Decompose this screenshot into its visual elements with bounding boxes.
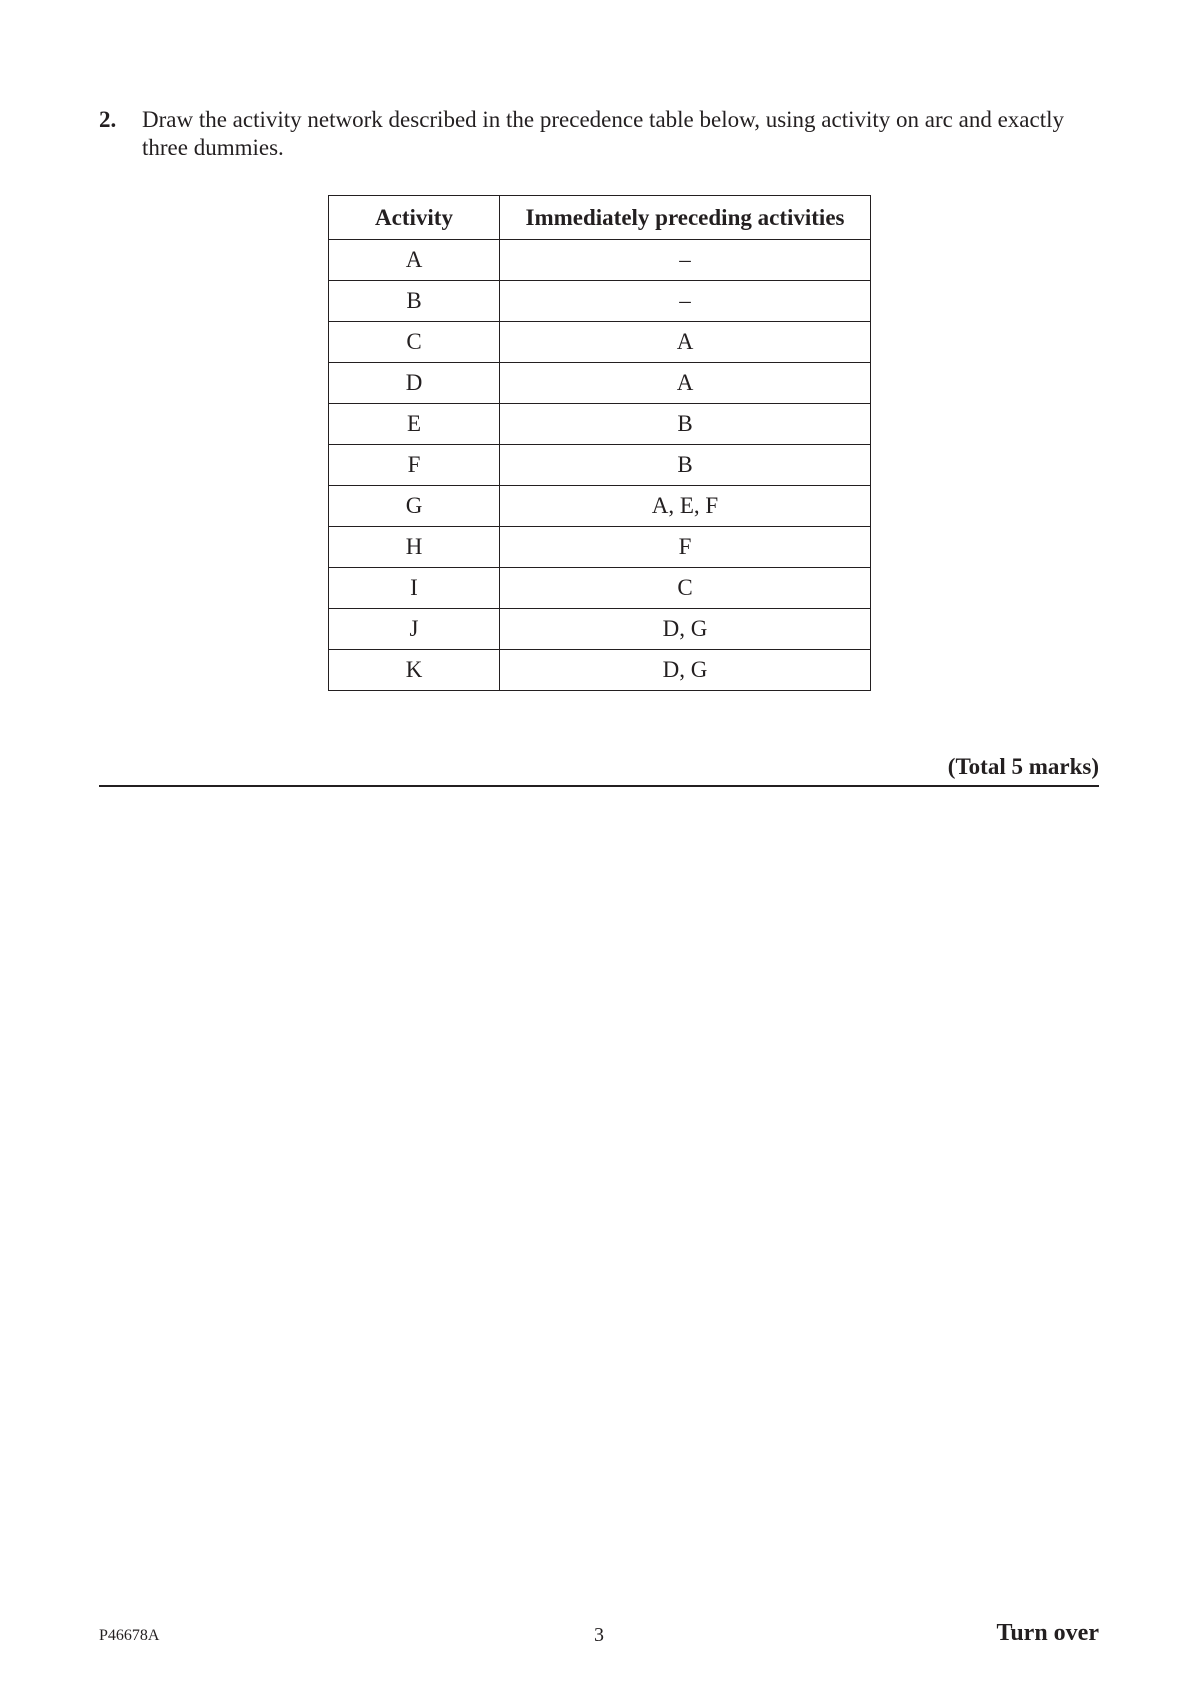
- activity-cell: J: [329, 609, 500, 650]
- table-row: [329, 363, 871, 404]
- page-number: 3: [594, 1624, 604, 1646]
- table-row: [329, 650, 871, 691]
- table-row: [329, 486, 871, 527]
- table-row: [329, 568, 871, 609]
- activity-cell: C: [329, 322, 500, 363]
- activity-cell: I: [329, 568, 500, 609]
- paper-code: P46678A: [99, 1627, 160, 1644]
- activity-cell: G: [329, 486, 500, 527]
- preceding-cell: B: [500, 404, 871, 445]
- table-row: [329, 609, 871, 650]
- precedence-table: [328, 195, 871, 691]
- table-header-row: [329, 196, 871, 240]
- activity-cell: A: [329, 240, 500, 281]
- header-preceding: Immediately preceding activities: [500, 196, 871, 240]
- table-row: [329, 527, 871, 568]
- question-number: 2.: [99, 107, 117, 132]
- table-row: [329, 404, 871, 445]
- turn-over-label: Turn over: [996, 1620, 1099, 1646]
- activity-cell: B: [329, 281, 500, 322]
- question-divider: [99, 785, 1099, 787]
- activity-cell: E: [329, 404, 500, 445]
- preceding-cell: A, E, F: [500, 486, 871, 527]
- preceding-cell: B: [500, 445, 871, 486]
- table-row: [329, 322, 871, 363]
- preceding-cell: D, G: [500, 609, 871, 650]
- preceding-cell: –: [500, 281, 871, 322]
- table-row: [329, 445, 871, 486]
- preceding-cell: F: [500, 527, 871, 568]
- table-row: [329, 281, 871, 322]
- question-text: Draw the activity network described in the precedence table below, using activity on arc and exactly three dummies.: [142, 107, 1064, 160]
- activity-cell: K: [329, 650, 500, 691]
- activity-cell: F: [329, 445, 500, 486]
- preceding-cell: D, G: [500, 650, 871, 691]
- preceding-cell: A: [500, 363, 871, 404]
- preceding-cell: A: [500, 322, 871, 363]
- table-row: [329, 240, 871, 281]
- total-marks: (Total 5 marks): [947, 754, 1099, 779]
- header-activity: Activity: [329, 196, 500, 240]
- activity-cell: D: [329, 363, 500, 404]
- preceding-cell: C: [500, 568, 871, 609]
- preceding-cell: –: [500, 240, 871, 281]
- activity-cell: H: [329, 527, 500, 568]
